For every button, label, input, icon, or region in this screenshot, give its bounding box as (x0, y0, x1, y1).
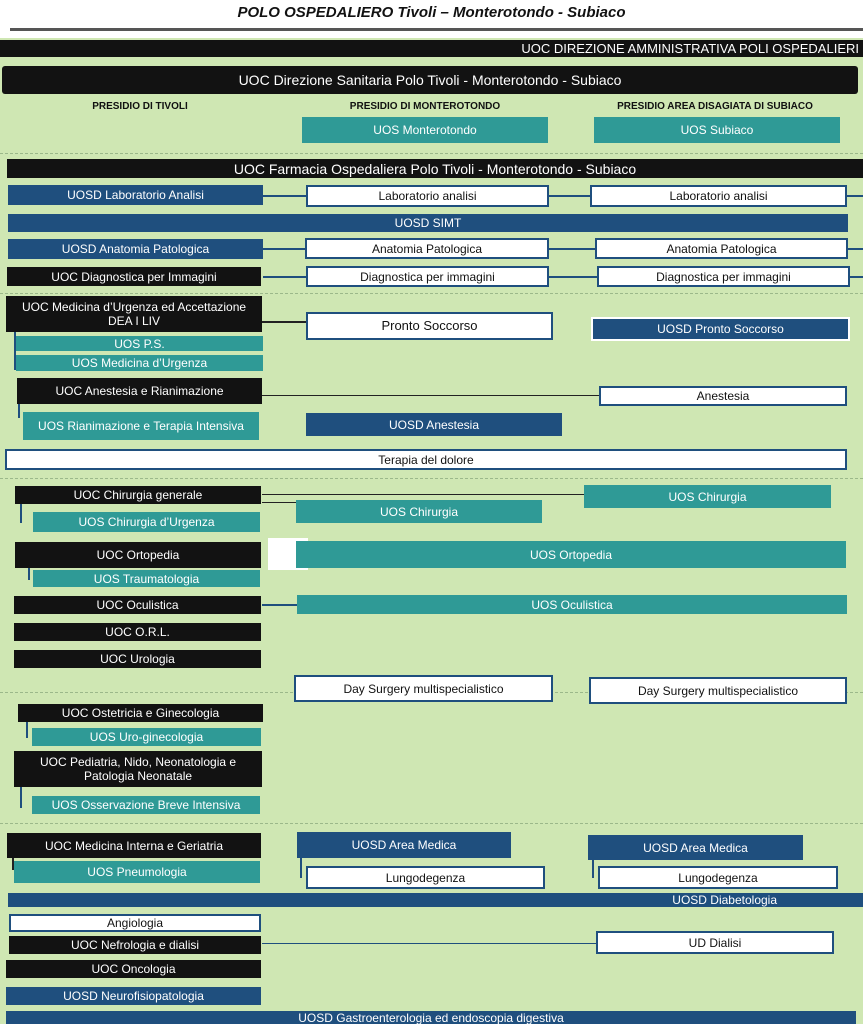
uos-pneumologia: UOS Pneumologia (14, 861, 260, 883)
anatomia-patologica-monterotondo: Anatomia Patologica (305, 238, 549, 259)
diagnostica-immagini-monterotondo: Diagnostica per immagini (306, 266, 549, 287)
uosd-anestesia-monterotondo: UOSD Anestesia (306, 413, 562, 436)
connector-line (262, 395, 600, 396)
pronto-soccorso-monterotondo: Pronto Soccorso (306, 312, 553, 340)
day-surgery-monterotondo: Day Surgery multispecialistico (294, 675, 553, 702)
chart-title: POLO OSPEDALIERO Tivoli – Monterotondo - Subiaco (237, 4, 626, 21)
uos-medicina-urgenza: UOS Medicina d’Urgenza (16, 355, 263, 371)
connector-line (262, 604, 298, 606)
uoc-farmacia: UOC Farmacia Ospedaliera Polo Tivoli - Monterotondo - Subiaco (7, 159, 863, 178)
uosd-laboratorio-analisi: UOSD Laboratorio Analisi (8, 185, 263, 205)
uosd-area-medica-subiaco: UOSD Area Medica (588, 835, 803, 860)
uosd-neurofisiopatologia: UOSD Neurofisiopatologia (6, 987, 261, 1005)
uosd-area-medica-monterotondo: UOSD Area Medica (297, 832, 511, 858)
uoc-nefrologia-dialisi: UOC Nefrologia e dialisi (9, 936, 261, 954)
title-rule (10, 28, 863, 31)
uos-oculistica: UOS Oculistica (297, 595, 847, 614)
angiologia: Angiologia (9, 914, 261, 932)
connector-line (300, 856, 302, 878)
uoc-anestesia-rianimazione: UOC Anestesia e Rianimazione (17, 378, 262, 404)
connector-line (20, 503, 22, 523)
connector-line (26, 720, 28, 738)
uoc-orl: UOC O.R.L. (14, 623, 261, 641)
uosd-simt: UOSD SIMT (8, 214, 848, 232)
uos-subiaco: UOS Subiaco (594, 117, 840, 143)
uoc-pediatria-neonatologia: UOC Pediatria, Nido, Neonatologia e Patologia Neonatale (14, 751, 262, 787)
uos-rianimazione-terapia-intensiva: UOS Rianimazione e Terapia Intensiva (23, 412, 259, 440)
uos-monterotondo: UOS Monterotondo (302, 117, 548, 143)
lungodegenza-subiaco: Lungodegenza (598, 866, 838, 889)
uos-chirurgia-urgenza: UOS Chirurgia d’Urgenza (33, 512, 260, 532)
uoc-oncologia: UOC Oncologia (6, 960, 261, 978)
uoc-medicina-urgenza: UOC Medicina d’Urgenza ed Accettazione DEA I LIV (6, 296, 262, 332)
uoc-chirurgia-generale: UOC Chirurgia generale (15, 486, 261, 504)
banner-direzione-sanitaria: UOC Direzione Sanitaria Polo Tivoli - Monterotondo - Subiaco (2, 66, 858, 94)
uoc-ortopedia: UOC Ortopedia (15, 542, 261, 568)
ud-dialisi: UD Dialisi (596, 931, 834, 954)
section-divider (0, 293, 863, 294)
laboratorio-analisi-monterotondo: Laboratorio analisi (306, 185, 549, 207)
connector-line (28, 566, 30, 580)
column-label-monterotondo: PRESIDIO DI MONTEROTONDO (349, 101, 501, 112)
uoc-ostetricia-ginecologia: UOC Ostetricia e Ginecologia (18, 704, 263, 722)
uoc-oculistica: UOC Oculistica (14, 596, 261, 614)
anatomia-patologica-subiaco: Anatomia Patologica (595, 238, 848, 259)
connector-line (262, 494, 584, 495)
uos-chirurgia-monterotondo: UOS Chirurgia (296, 500, 542, 523)
day-surgery-subiaco: Day Surgery multispecialistico (589, 677, 847, 704)
uoc-medicina-interna-geriatria: UOC Medicina Interna e Geriatria (7, 833, 261, 858)
column-label-tivoli: PRESIDIO DI TIVOLI (92, 101, 188, 112)
terapia-del-dolore: Terapia del dolore (5, 449, 847, 470)
column-label-subiaco: PRESIDIO AREA DISAGIATA DI SUBIACO (617, 101, 813, 112)
section-divider (0, 153, 863, 154)
uosd-diabetologia: UOSD Diabetologia (8, 893, 863, 907)
laboratorio-analisi-subiaco: Laboratorio analisi (590, 185, 847, 207)
uos-ps: UOS P.S. (16, 336, 263, 351)
connector-line (18, 404, 20, 418)
section-divider (0, 478, 863, 479)
connector-line (592, 858, 594, 878)
uosd-pronto-soccorso-subiaco: UOSD Pronto Soccorso (591, 317, 850, 341)
diagnostica-immagini-subiaco: Diagnostica per immagini (597, 266, 850, 287)
uosd-anatomia-patologica: UOSD Anatomia Patologica (8, 239, 263, 259)
connector-line (262, 943, 598, 944)
uos-osservazione-breve-intensiva: UOS Osservazione Breve Intensiva (32, 796, 260, 814)
uos-chirurgia-subiaco: UOS Chirurgia (584, 485, 831, 508)
lungodegenza-monterotondo: Lungodegenza (306, 866, 545, 889)
uosd-gastroenterologia: UOSD Gastroenterologia ed endoscopia digestiva (6, 1011, 856, 1024)
connector-line (262, 502, 296, 503)
connector-line (262, 321, 306, 323)
uos-ortopedia: UOS Ortopedia (296, 541, 846, 568)
anestesia-subiaco: Anestesia (599, 386, 847, 406)
uoc-diagnostica-immagini: UOC Diagnostica per Immagini (7, 267, 261, 286)
uos-uro-ginecologia: UOS Uro-ginecologia (32, 728, 261, 746)
connector-line (20, 786, 22, 808)
uos-traumatologia: UOS Traumatologia (33, 570, 260, 587)
section-divider (0, 823, 863, 824)
uoc-urologia: UOC Urologia (14, 650, 261, 668)
banner-direzione-amministrativa: UOC DIREZIONE AMMINISTRATIVA POLI OSPEDALIERI (0, 40, 863, 57)
